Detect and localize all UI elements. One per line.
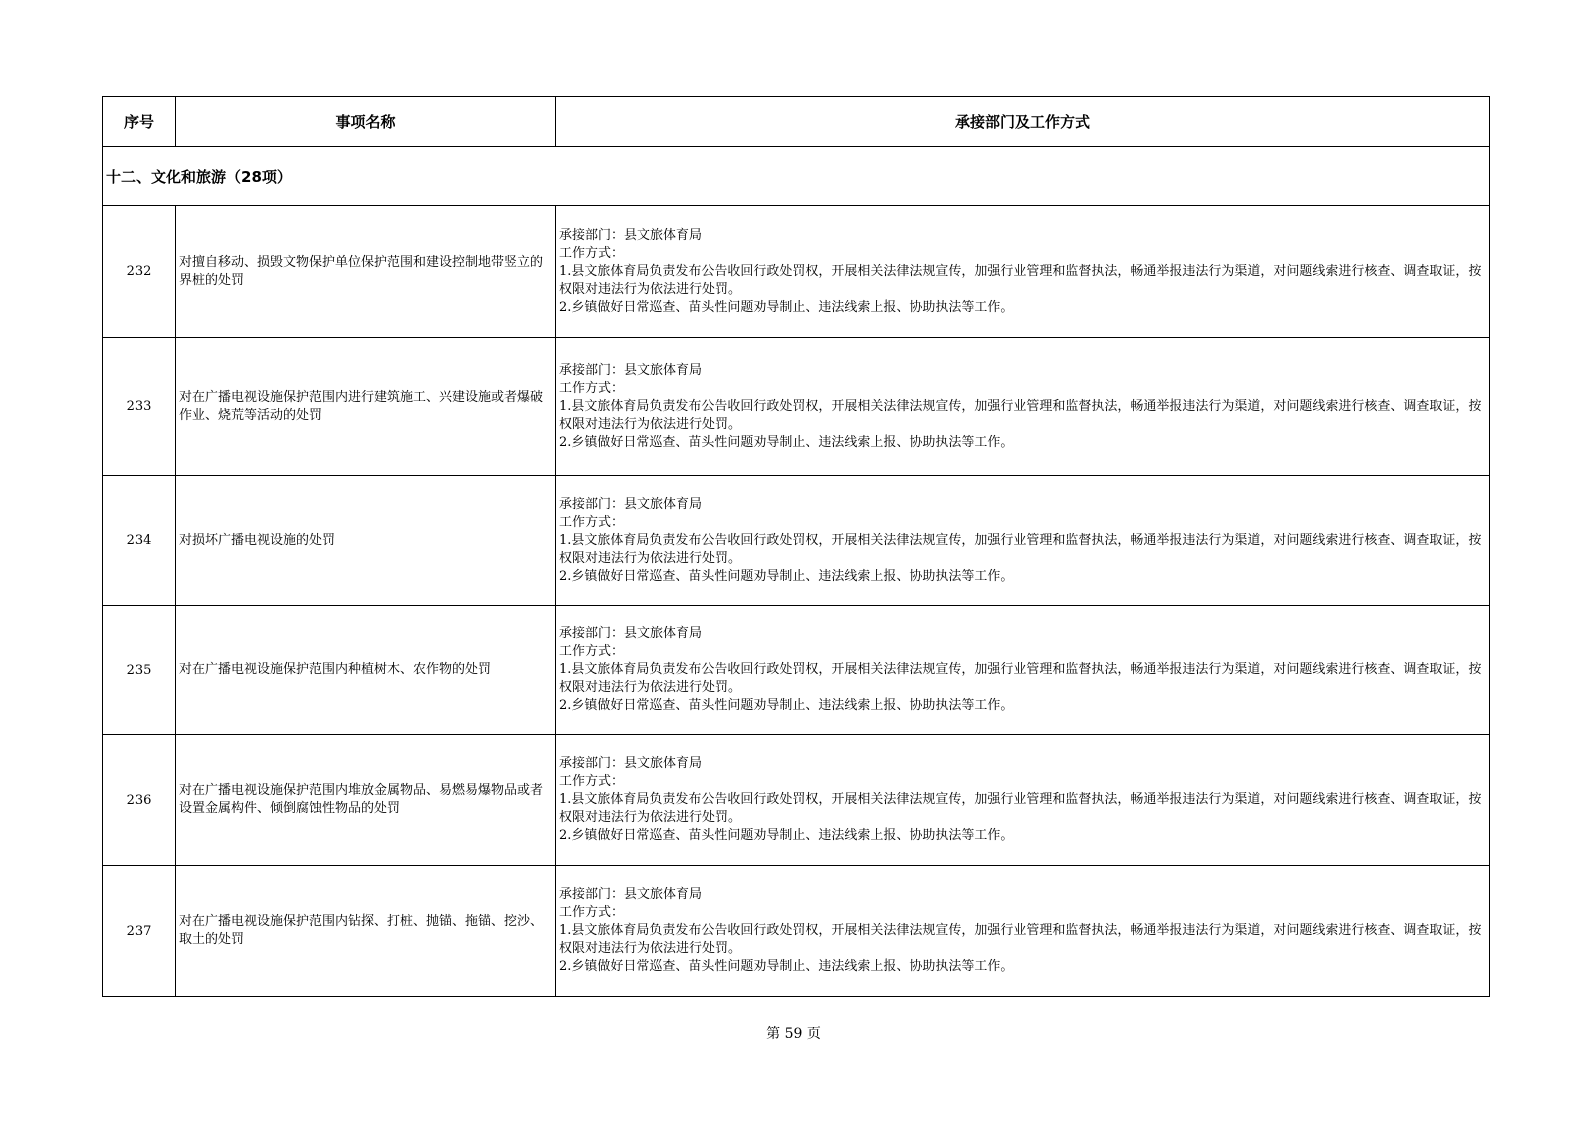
- dept-line: 工作方式：: [559, 644, 625, 659]
- table-row: [103, 338, 1490, 476]
- item-name: 对在广播电视设施保护范围内进行建筑施工、兴建设施或者爆破作业、烧荒等活动的处罚: [176, 338, 556, 476]
- dept-line: 2.乡镇做好日常巡查、苗头性问题劝导制止、违法线索上报、协助执法等工作。: [559, 299, 1014, 315]
- header-row: [103, 97, 1490, 147]
- row-number: 235: [103, 606, 176, 735]
- header-name: 事项名称: [176, 97, 556, 147]
- item-name: 对在广播电视设施保护范围内堆放金属物品、易燃易爆物品或者设置金属构件、倾倒腐蚀性物品的处罚: [176, 735, 556, 866]
- row-number: 233: [103, 338, 176, 476]
- dept-and-method: [556, 866, 1490, 997]
- row-number: 236: [103, 735, 176, 866]
- row-number: 232: [103, 206, 176, 338]
- dept-line: 工作方式：: [559, 514, 625, 530]
- dept-line: 承接部门：县文旅体育局: [559, 756, 703, 771]
- table-row: [103, 866, 1490, 997]
- dept-and-method: [556, 735, 1490, 866]
- section-title: 十二、文化和旅游（28项）: [103, 147, 1490, 206]
- dept-line: 工作方式：: [559, 245, 625, 261]
- item-name: 对损坏广播电视设施的处罚: [176, 476, 556, 606]
- table-row: [103, 735, 1490, 866]
- dept-and-method: [556, 606, 1490, 735]
- dept-line: 工作方式：: [559, 905, 625, 920]
- dept-line: 承接部门：县文旅体育局: [559, 887, 703, 902]
- dept-line: 2.乡镇做好日常巡查、苗头性问题劝导制止、违法线索上报、协助执法等工作。: [559, 828, 1014, 843]
- dept-line: 1.县文旅体育局负责发布公告收回行政处罚权，开展相关法律法规宣传，加强行业管理和监督执法，畅通举报违法行为渠道，对问题线索进行核查、调查取证，按权限对违法行为依法进行处罚。: [559, 532, 1482, 566]
- dept-line: 工作方式：: [559, 774, 625, 789]
- dept-and-method: [556, 206, 1490, 338]
- dept-line: 承接部门：县文旅体育局: [559, 362, 703, 378]
- dept-line: 2.乡镇做好日常巡查、苗头性问题劝导制止、违法线索上报、协助执法等工作。: [559, 568, 1014, 584]
- dept-line: 1.县文旅体育局负责发布公告收回行政处罚权，开展相关法律法规宣传，加强行业管理和监督执法，畅通举报违法行为渠道，对问题线索进行核查、调查取证，按权限对违法行为依法进行处罚。: [559, 263, 1482, 297]
- dept-line: 1.县文旅体育局负责发布公告收回行政处罚权，开展相关法律法规宣传，加强行业管理和监督执法，畅通举报违法行为渠道，对问题线索进行核查、调查取证，按权限对违法行为依法进行处罚。: [559, 923, 1482, 956]
- dept-line: 2.乡镇做好日常巡查、苗头性问题劝导制止、违法线索上报、协助执法等工作。: [559, 959, 1014, 974]
- dept-line: 1.县文旅体育局负责发布公告收回行政处罚权，开展相关法律法规宣传，加强行业管理和监督执法，畅通举报违法行为渠道，对问题线索进行核查、调查取证，按权限对违法行为依法进行处罚。: [559, 398, 1482, 432]
- dept-line: 1.县文旅体育局负责发布公告收回行政处罚权，开展相关法律法规宣传，加强行业管理和监督执法，畅通举报违法行为渠道，对问题线索进行核查、调查取证，按权限对违法行为依法进行处罚。: [559, 662, 1482, 695]
- table-row: [103, 606, 1490, 735]
- row-number: 237: [103, 866, 176, 997]
- dept-line: 承接部门：县文旅体育局: [559, 626, 703, 641]
- item-table: [102, 96, 1490, 997]
- row-number: 234: [103, 476, 176, 606]
- table-row: [103, 476, 1490, 606]
- page-number: 第 59 页: [766, 1026, 821, 1042]
- item-name: 对在广播电视设施保护范围内钻探、打桩、抛锚、拖锚、挖沙、取土的处罚: [176, 866, 556, 997]
- item-name: 对在广播电视设施保护范围内种植树木、农作物的处罚: [176, 606, 556, 735]
- section-row: [103, 147, 1490, 206]
- dept-line: 承接部门：县文旅体育局: [559, 496, 703, 512]
- dept-and-method: [556, 338, 1490, 476]
- dept-line: 承接部门：县文旅体育局: [559, 227, 703, 243]
- dept-line: 2.乡镇做好日常巡查、苗头性问题劝导制止、违法线索上报、协助执法等工作。: [559, 698, 1014, 713]
- header-no: 序号: [103, 97, 176, 147]
- dept-and-method: [556, 476, 1490, 606]
- header-dept: 承接部门及工作方式: [556, 97, 1490, 147]
- dept-line: 工作方式：: [559, 380, 625, 396]
- dept-line: 2.乡镇做好日常巡查、苗头性问题劝导制止、违法线索上报、协助执法等工作。: [559, 434, 1014, 450]
- item-name: 对擅自移动、损毁文物保护单位保护范围和建设控制地带竖立的界桩的处罚: [176, 206, 556, 338]
- table-row: [103, 206, 1490, 338]
- dept-line: 1.县文旅体育局负责发布公告收回行政处罚权，开展相关法律法规宣传，加强行业管理和监督执法，畅通举报违法行为渠道，对问题线索进行核查、调查取证，按权限对违法行为依法进行处罚。: [559, 792, 1482, 825]
